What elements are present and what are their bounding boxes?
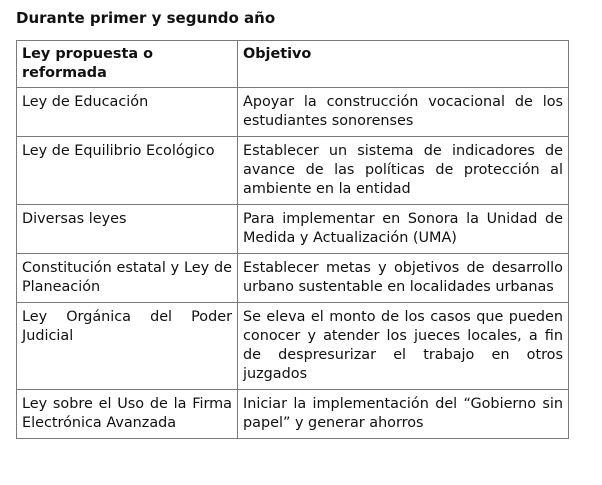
table-row — [17, 88, 569, 137]
law-cell: Ley sobre el Uso de la Firma Electrónica Avanzada — [17, 390, 238, 439]
column-header-law: Ley propuesta o reformada — [17, 41, 238, 88]
laws-table — [16, 40, 569, 439]
table-row — [17, 390, 569, 439]
law-cell: Ley de Educación — [17, 88, 238, 137]
table-row — [17, 303, 569, 390]
law-cell: Constitución estatal y Ley de Planeación — [17, 254, 238, 303]
law-cell: Ley de Equilibrio Ecológico — [17, 137, 238, 205]
table-row — [17, 254, 569, 303]
objective-cell: Se eleva el monto de los casos que pueden conocer y atender los jueces locales, a fin de despresurizar el trabajo en otros juzgados — [238, 303, 569, 390]
objective-cell: Para implementar en Sonora la Unidad de Medida y Actualización (UMA) — [238, 205, 569, 254]
law-cell: Ley Orgánica del Poder Judicial — [17, 303, 238, 390]
objective-cell: Iniciar la implementación del “Gobierno sin papel” y generar ahorros — [238, 390, 569, 439]
column-header-objective: Objetivo — [238, 41, 569, 88]
table-header-row — [17, 41, 569, 88]
page-title: Durante primer y segundo año — [16, 9, 276, 27]
objective-cell: Apoyar la construcción vocacional de los estudiantes sonorenses — [238, 88, 569, 137]
table-row — [17, 205, 569, 254]
objective-cell: Establecer un sistema de indicadores de avance de las políticas de protección al ambiente en la entidad — [238, 137, 569, 205]
law-cell: Diversas leyes — [17, 205, 238, 254]
table-row — [17, 137, 569, 205]
objective-cell: Establecer metas y objetivos de desarrollo urbano sustentable en localidades urbanas — [238, 254, 569, 303]
